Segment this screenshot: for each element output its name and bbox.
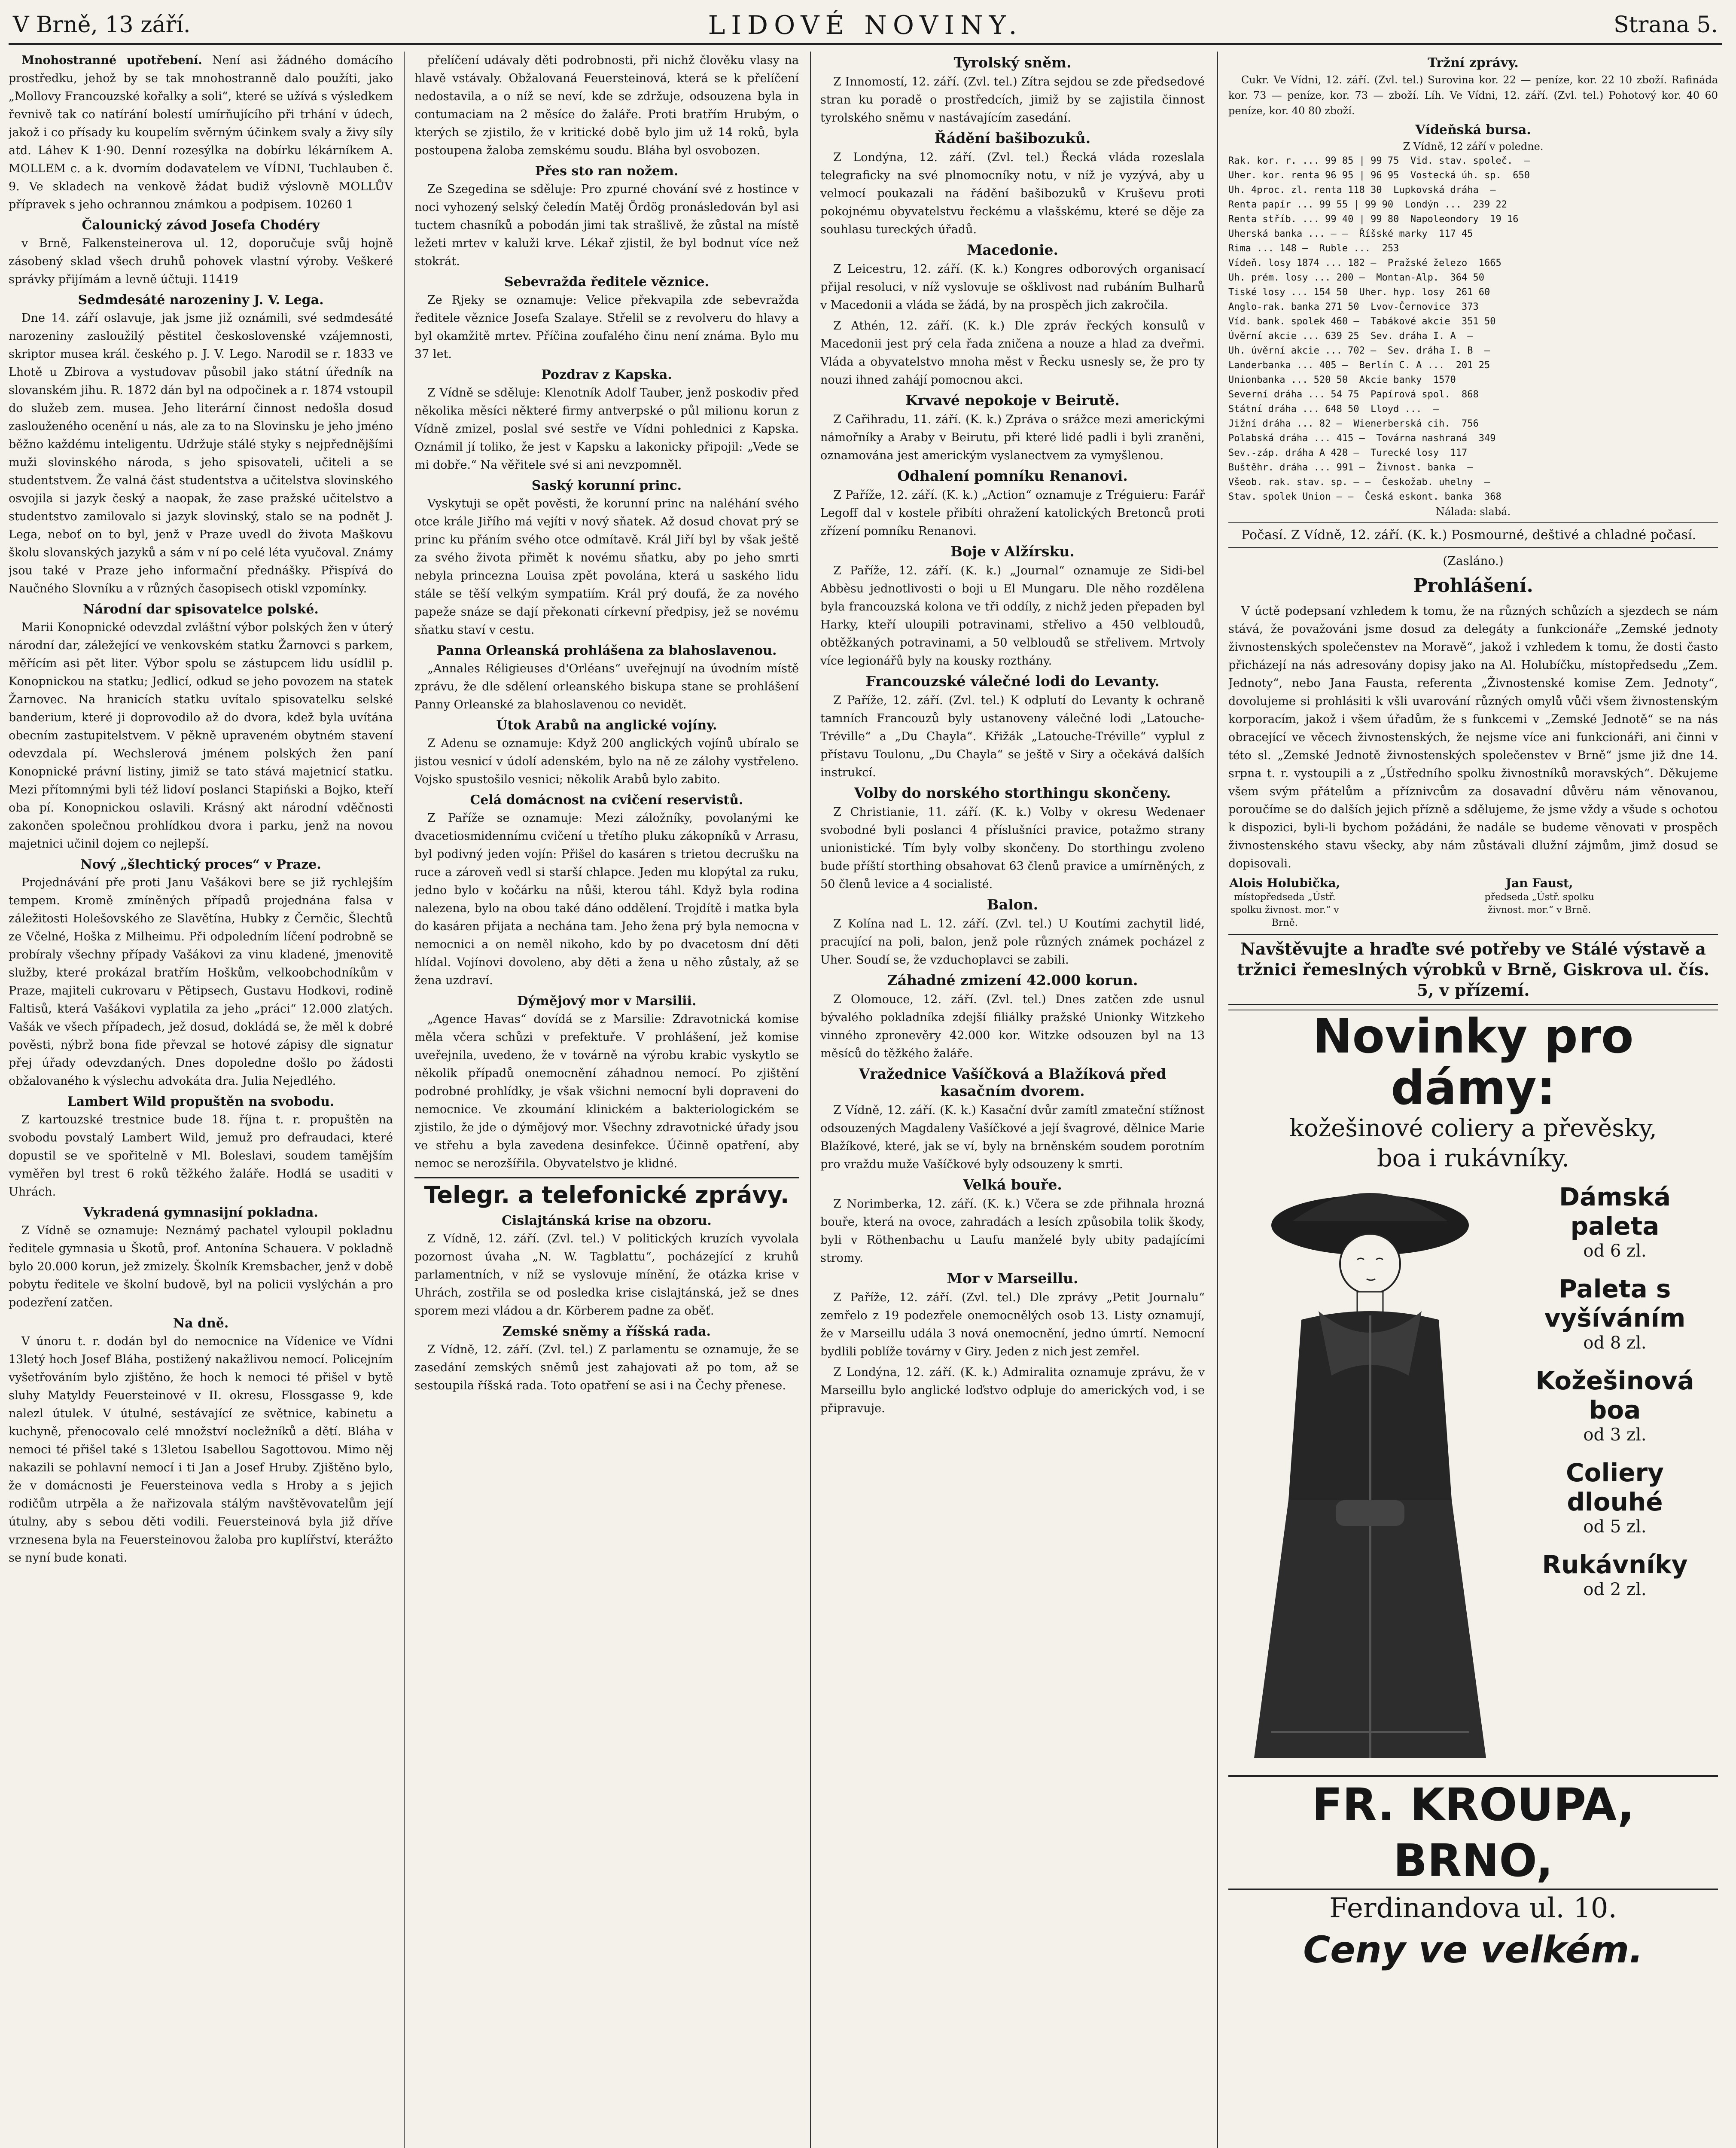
- exchange-row: Stav. spolek Union — — Česká eskont. banka 368: [1228, 491, 1501, 502]
- exchange-row: Úvěrní akcie ... 639 25 Sev. dráha I. A —: [1228, 331, 1473, 342]
- ad-item-name: Coliery dlouhé: [1566, 1458, 1664, 1516]
- exchange-subtitle: Z Vídně, 12 září v poledne.: [1403, 140, 1544, 153]
- column-1: [9, 52, 393, 2148]
- article-title: Sedmdesáté narozeniny J. V. Lega.: [78, 293, 324, 308]
- article-title: Odhalení pomníku Renanovi.: [897, 467, 1128, 484]
- exchange-row: Uh. úvěrní akcie ... 702 — Sev. dráha I. B —: [1228, 345, 1490, 356]
- signer-role: předseda „Ústř. spolku živnost. mor.“ v Brně.: [1484, 892, 1594, 915]
- article-text: Dne 14. září oslavuje, jak jsme již oznámili, své sedmdesáté narozeniny zasloužilý pěstitel československé vzájemnosti, skriptor musea král. českého p. J. V. Lego. Narodil se r. 1833 ve Lhotě u Zbirova a vystudovav působil jako státní úředník na slovanském jihu. R. 1872 dán byl na odpočinek a r. 1874 vstoupil do služeb zem. musea. Jeho literární činnost nedošla dosud zaslouženého ocenění u nás, ale za to na Slovinsku je jeho jméno běžno každému inteligentu. Udržuje stálé styky s nejpřednějšími muži slovinského národa, s jeho spisovateli, učiteli a se studentstvem. Že valná část studentstva a učitelstva slovinského osvojila si jazyk český a naopak, že zase pražské učitelstvo a studentstvo zamilovalo si jazyk slovinský, stalo se na podnět J. Lega, neboť on to byl, jenž v Praze uvedl do života Maškovu školu slovanských jazyků a sám v ní po celé léta vyučoval. Známy jsou také v Praze jeho informační přednášky. Přispívá do Naučného Slovníku a v různých časopisech otiskl vzpomínky.: [9, 311, 393, 595]
- exchange-row: Rak. kor. r. ... 99 85 | 99 75 Vid. stav. společ. —: [1228, 156, 1530, 166]
- exchange-row: Anglo-rak. banka 271 50 Lvov-Černovice 373: [1228, 302, 1479, 312]
- ad-item-price: od 2 zl.: [1583, 1580, 1647, 1599]
- article-text: „Annales Réligieuses d'Orléans“ uveřejnují na úvodním místě zprávu, že dle sdělení orleanského biskupa stane se prohlášení Panny Orleanské za blahoslavenou co nevidět.: [414, 662, 799, 711]
- exchange-row: Uh. 4proc. zl. renta 118 30 Lupkovská dráha —: [1228, 185, 1496, 195]
- weather-report: Počasí. Z Vídně, 12. září. (K. k.) Posmourné, deštivé a chladné počasí.: [1228, 522, 1718, 548]
- article-title: Zemské sněmy a říšská rada.: [503, 1324, 711, 1339]
- article-title: Tyrolský sněm.: [953, 54, 1072, 71]
- ad-item-name: Dámská paleta: [1559, 1182, 1671, 1241]
- exchange-row: Jižní dráha ... 82 — Wienerberská cih. 756: [1228, 418, 1479, 429]
- article-title: Velká bouře.: [963, 1176, 1062, 1193]
- place-date: V Brně, 13 září.: [13, 12, 191, 38]
- article-text: Vyskytuji se opět pověsti, že korunní princ na naléhání svého otce krále Jiřího má vejíti v nový sňatek. Až dosud chovat prý se princ ku přáním svého otce odmítavě. Král Jiří byl by však ještě za svého života přimět k novému sňatku, aby po jeho smrti nebyla princezna Louisa zpět povolána, která u saského lidu stále se těší velkým sympatiím. Král prý doufá, že za nového papeže snáze se dají překonati církevní předpisy, jež se novému sňatku staví v cestu.: [414, 497, 799, 637]
- article-text: Není asi žádného domácího prostředku, jehož by se tak mnohostranně dalo použíti, jako „Mollovy Francouzské kořalky a soli“, které se užívá s výsledkem řevnivě tak co natírání bolestí umírňujícího při trhání v údech, jakož i co přísady ku koupelím svěrným účinkem svaly a živy síly atd. Láhev K 1·90. Denní rozesýlka na dobírku lékárníkem A. MOLLEM c. a k. dvorním dodavatelem ve VÍDNI, Tuchlauben č. 9. Ve skladech na venkově žádat budiž výslovně MOLLŮV přípravek s jeho ochrannou známkou a podpisem. 10260 1: [9, 54, 393, 211]
- article-text: Z Paříže, 12. září. (K. k.) „Action“ oznamuje z Tréguieru: Farář Legoff dal v kostele přibíti ohražení katolických Bretonců proti zřízení pomníku Renanovi.: [820, 488, 1205, 538]
- ad-subtitle: kožešinové coliery a převěsky,: [1289, 1114, 1657, 1142]
- article-title: Panna Orleanská prohlášena za blahoslavenou.: [436, 643, 777, 658]
- article-title: Francouzské válečné lodi do Levanty.: [865, 673, 1160, 690]
- ad-slogan: Ceny ve velkém.: [1303, 1928, 1643, 1971]
- signer-name: Alois Holubička,: [1229, 876, 1340, 890]
- article-text: Z Norimberka, 12. září. (K. k.) Včera se zde přihnala hrozná bouře, která na ovoce, zahradách a lesích způsobila tolik škody, byli v Röthenbachu u Laufu manželé byly ubity padajícími stromy.: [820, 1197, 1205, 1265]
- article-title: Lambert Wild propuštěn na svobodu.: [67, 1094, 335, 1109]
- article-title: Dýmějový mor v Marsilii.: [517, 994, 697, 1009]
- article-title: Sebevražda ředitele věznice.: [504, 275, 710, 290]
- exchange-row: Vídeň. losy 1874 ... 182 — Pražské železo 1665: [1228, 258, 1501, 268]
- article-text: Z Kolína nad L. 12. září. (Zvl. tel.) U Koutími zachytil lidé, pracující na poli, balon, jenž pole různých známek pocházel z Uher. Soudí se, že vzduchoplavci se zabili.: [820, 917, 1205, 967]
- page-number: Strana 5.: [1613, 12, 1718, 38]
- declaration-text: V úctě podepsaní vzhledem k tomu, že na různých schůzích a sjezdech se nám stává, že považováni jsme dosud za delegáty a funkcionáře „Zemské jednoty živnostenských společenstev na Moravě“, jakož i vzhledem k tomu, že dosti často přicházejí na nás adresovány dopisy jako na Al. Holubíčku, místopředsedu „Zem. Jednoty“, nebo Jana Fausta, referenta „Živnostenské komise Zem. Jednoty“, dovolujeme si prohlásiti k všli uvarování různých omylů vůči všem živnostenským korporacím, jakož i všem úřadům, že s funkcemi v „Zemské Jednotě“ se na nás obracející ve věcech živnostenských, že nejsme více ani funkcionáři, ani činni v této sl. „Zemské Jednotě živnostenských společenstev v Brně“ jsme již dne 14. srpna t. r. vystoupili a z „Ústředního spolku živnostníků moravských“. Děkujeme všem svým přátelům a příznivcům za dosavadní důvěru nám věnovanou, poroučíme se do dalších jejich přízně a sdělujeme, že jsme vždy a všude s ochotou k dispozici, byli-li bychom požádáni, že nadále se budeme věnovati v prospěch živnostenského stavu všecky, aby nám zůstávali dlužní zájmům, jimž dosud se dopisovali.: [1228, 604, 1718, 870]
- ad-address: Ferdinandova ul. 10.: [1329, 1892, 1617, 1924]
- ad-item-name: Kožešinová boa: [1535, 1366, 1694, 1425]
- article-text: Z Adenu se oznamuje: Když 200 anglických vojínů ubíralo se jistou vesnicí v údolí adenském, bylo na ně ze zálohy vystřeleno. Vojsko spustošilo vesnici; několik Arabů bylo zabito.: [414, 737, 799, 786]
- exchange-row: Rima ... 148 — Ruble ... 253: [1228, 243, 1399, 254]
- advertisement: [1228, 1010, 1718, 1974]
- article-text: Z Vídně se sděluje: Klenotník Adolf Tauber, jenž poskodiv před několika měsíci některé firmy antverpské o půl milionu korun z Vídně zmizel, poslal své sestře ve Vídni pohlednici z Kapska. Oznámil jí toliko, že jest v Kapsku a lakonicky připojil: „Vede se mi dobře.“ Na věřitele své si ani nevzpomněl.: [414, 386, 799, 472]
- ad-title: Novinky pro dámy:: [1313, 1009, 1634, 1115]
- article-text: Z Paříže, 12. září. (K. k.) „Journal“ oznamuje ze Sidi-bel Abbèsu jednotlivosti o boji u El Mungaru. Dle něho rozdělena byla francouzská kolona ve tři oddíly, z nichž jeden přepaden byl Harky, kteří uloupili potravinami, střelivo a 450 velbloudů, obtěžkaných potravinami, a 50 velbloudů se střelivem. Mrtvoly více legionářů byly na kousky rozthány.: [820, 564, 1205, 668]
- article-title: Pozdrav z Kapska.: [541, 367, 672, 382]
- article-title: Řádění bašibozuků.: [934, 130, 1091, 146]
- exchange-row: Polabská dráha ... 415 — Továrna nashraná 349: [1228, 433, 1496, 444]
- exchange-row: Státní dráha ... 648 50 Lloyd ... —: [1228, 404, 1439, 415]
- article-text: Cukr. Ve Vídni, 12. září. (Zvl. tel.) Surovina kor. 22 — peníze, kor. 22 10 zboží. Rafináda kor. 73 — peníze, kor. 73 — zboží. Líh. Ve Vídni, 12. září. (Zvl. tel.) Pohotový kor. 40 60 peníze, kor. 40 80 zboží.: [1228, 74, 1718, 117]
- article-text: Marii Konopnické odevzdal zvláštní výbor polských žen v úterý národní dar, záležející ve venkovském statku Žarnovci s parkem, měřícím asi pět liter. Výbor spolu se zástupcem lidu usídlil p. Konopnickou na statku; Jedlicí, odkud se jeho povozem na statek Žarnovec. Na hranicích statku uvítalo spisovatelku selské banderium, které ji doprovodilo až do dvora, kdež byla uvítána obecním zastupitelstvem. V pěkně upraveném obytném stavení odevzdala pí. Wechslerová jménem polských žen paní Konopnické právní listiny, jimiž se tato stává majetnicí statku. Mezi přítomnými byli též lidoví poslanci Stapiński a Bojko, kteří oba pí. Konopnickou oslavili. Krásný akt národní vděčnosti zakončen společnou prohlídkou dvora i parku, jenž na novou majetnici učinil dojem co nejlepší.: [9, 621, 393, 851]
- column-rule: [810, 52, 811, 2148]
- article-text: Z Paříže, 12. září. (Zvl. tel.) K odplutí do Levanty k ochraně tamních Francouzů byly ustanoveny válečné lodi „Latouche-Tréville“ a „Du Chayla“. Křižák „Latouche-Tréville“ vyplul z přístavu Toulonu, „Du Chayla“ se ještě v Siry a očekává dalších instrukcí.: [820, 694, 1205, 779]
- ad-items: [1520, 1182, 1709, 1613]
- newspaper-title: LIDOVÉ NOVINY.: [708, 10, 1023, 40]
- article-text: Z Vídně, 12. září. (Zvl. tel.) Z parlamentu se oznamuje, že se zasedání zemských sněmů jest zahajovati až po tom, až se sestoupila říšská rada. Toto opatření se asi i na Čechy přenese.: [414, 1343, 799, 1392]
- article-text: v Brně, Falkensteinerova ul. 12, doporučuje svůj hojně zásobený sklad všech druhů pohovek vlastní výroby. Veškeré správky přijímám a levně účtuji. 11419: [9, 237, 393, 286]
- article-title: Celá domácnost na cvičení reservistů.: [470, 793, 743, 808]
- article-text: Z Olomouce, 12. září. (Zvl. tel.) Dnes zatčen zde usnul bývalého pokladníka zdejší filiálky pražské Unionky Witzkeho vinného zpronevěry 42.000 kor. Witzke odsouzen byl na 13 měsíců do těžkého žaláře.: [820, 993, 1205, 1060]
- exchange-row: Víd. bank. spolek 460 — Tabákové akcie 351 50: [1228, 316, 1496, 327]
- ad-item-price: od 3 zl.: [1583, 1425, 1647, 1445]
- ad-subtitle: boa i rukávníky.: [1377, 1144, 1570, 1172]
- article-title: Saský korunní princ.: [531, 478, 682, 493]
- lady-illustration: [1228, 1174, 1512, 1767]
- article-title: Balon.: [987, 896, 1039, 913]
- column-3: [820, 52, 1205, 2148]
- signer-role: místopředseda „Ústř. spolku živnost. mor.“ v Brně.: [1230, 892, 1339, 928]
- article-text: Z Paříže se oznamuje: Mezi záložníky, povolanými ke dvacetiosmidennímu cvičení u třetího pluku zákopníků v Arrasu, byl podivný jeden vojín: Přišel do kasáren s trietou decrušku na ruce a zároveň vedl si starší chlapce. Jeden mu klopýtal za ruku, jedno bylo v kočárku na nůši, kterou táhl. Když byla rodina nalezena, bylo na obou také dáno oddělení. Trojdítě i matka byla do kasáren přijata a nechána tam. Jeho žena prý byla nemocna v nemocnici a on neměl nikoho, kdo by po dvacetosm dní děti hlídal. Vojínovi dovoleno, aby děti a žena u něho zůstaly, až se žena uzdraví.: [414, 812, 799, 987]
- exchange-title: Vídeňská bursa.: [1415, 122, 1531, 137]
- exchange-row: Renta stříb. ... 99 40 | 99 80 Napoleondory 19 16: [1228, 214, 1519, 225]
- article-title: Útok Arabů na anglické vojíny.: [496, 718, 717, 733]
- article-title: Mnohostranné upotřebení.: [21, 54, 202, 67]
- exchange-row: Severní dráha ... 54 75 Papírová spol. 868: [1228, 389, 1479, 400]
- article-title: Macedonie.: [966, 241, 1059, 258]
- article-text: Z Paříže, 12. září. (Zvl. tel.) Dle zprávy „Petit Journalu“ zemřelo z 19 podezřele onemocnělých osob 13. Listy oznamují, že v Marseillu udála 3 nová onemocnění, jedno úmrtí. Nemocní bydlili poblíže továrny v Giry. Jeden z nich jest zemřel.: [820, 1291, 1205, 1358]
- ad-item-name: Paleta s vyšíváním: [1544, 1274, 1686, 1333]
- article-text: Z Cařihradu, 11. září. (K. k.) Zpráva o srážce mezi americkými námořníky a Araby v Beirutu, při které lidé padli i byli zraněni, oznamována jest americkým vyslanectvem za vymyšlenou.: [820, 413, 1205, 462]
- exchange-row: Renta papír ... 99 55 | 99 90 Londýn ... 239 22: [1228, 199, 1508, 210]
- article-text: Z Leicestru, 12. září. (K. k.) Kongres odborových organisací přijal resoluci, v níž vyslovuje se ošklivost nad rubáním Bulharů v Macedonii a vláda se žádá, by na prospěch jich zakročila.: [820, 262, 1205, 312]
- article-text: Z Athén, 12. září. (K. k.) Dle zpráv řeckých konsulů v Macedonii jest prý cela řada zničena a nouze a hlad za dveřmi. Vláda a obyvatelstvo mnoha měst v Řecku usnesly se, že pro ty nouzi ihned zahájí pomocnou akci.: [820, 319, 1205, 387]
- article-text: Z Innomostí, 12. září. (Zvl. tel.) Zítra sejdou se zde předsedové stran ku poradě o prostředcích, jimiž by se zajistila činnost tyrolského sněmu v nastávajícím zasedání.: [820, 75, 1205, 125]
- declaration-title: Prohlášení.: [1413, 575, 1533, 597]
- exchange-row: Tiské losy ... 154 50 Uher. hyp. losy 261 60: [1228, 287, 1490, 298]
- ad-body: [1228, 1174, 1718, 1767]
- article-text: Z Vídně, 12. září. (K. k.) Kasační dvůr zamítl zmateční stížnost odsouzených Magdaleny Vašíčkové a její švagrové, dělnice Marie Blažíkové, které, jak se ví, byly na brněnském soudem porotním pro vraždu muže Vašíčkové byly odsouzeny k smrti.: [820, 1104, 1205, 1171]
- article-text: Ze Rjeky se oznamuje: Velice překvapila zde sebevražda ředitele věznice Josefa Szalaye. Střelil se z revolveru do hlavy a byl okamžitě mrtev. Příčina zoufalého činu není známa. Bylo mu 37 let.: [414, 293, 799, 361]
- article-title: Boje v Alžírsku.: [950, 543, 1075, 560]
- article-title: Na dně.: [173, 1316, 229, 1331]
- article-text: V únoru t. r. dodán byl do nemocnice na Vídenice ve Vídni 13letý hoch Josef Bláha, postižený nakažlivou nemocí. Policejním vyšetřováním bylo zjištěno, že hoch k nemoci té přišel v bytě sluhy Matyldy Feuersteinové v II. okresu, Flossgasse 9, kde nalezl útulek. V útulné, sestávající ze světnice, kabinetu a kuchyně, přenocovalo celé množství nocležníků a dětí. Bláha v nemoci té přišel také s 13letou Isabellou Sagottovou. Mimo něj nakazili se pohlavní nemocí i ti Jan a Josef Hruby. Zjištěno bylo, že v domácnosti je Feuersteinova vedla s Hroby a s jejich rodičům utrpěla a že nařizovala stálým navštěvovatelům její útulny, aby s sebou děti vodili. Feuersteinová byla již dříve vrznesena byla na Feuersteinovou žaloba pro kuplířství, kterážto se nyní bude konati.: [9, 1335, 393, 1565]
- article-title: Přes sto ran nožem.: [535, 164, 679, 179]
- signature-block: [1228, 876, 1463, 930]
- exchange-row: Uherská banka ... — — Říšské marky 117 45: [1228, 229, 1473, 239]
- masthead: [9, 4, 1722, 45]
- article-title: Záhadné zmizení 42.000 korun.: [887, 972, 1138, 989]
- article-text: „Agence Havas“ dovídá se z Marsilie: Zdravotnická komise měla včera schůzi v prefektuře. V prohlášení, jež komise uveřejnila, uvedeno, že v továrně na výrobu krabic vyskytlo se několik případů onemocnění záhadnou nemocí. Po zjištění podrobné prohlídky, je však všichni nemocní byli dopraveni do nemocnice. Ve zkoumání klinickém a bakteriologickém se zjistilo, že jde o dýmějový mor. Všechny zdravotnické úřady jsou ve střehu a byla zavedena desinfekce. Účinně opatření, aby nemoc se nerozšířila. Obyvatelstvo je klidné.: [414, 1013, 799, 1170]
- column-rule: [1217, 52, 1218, 2148]
- column-rule: [404, 52, 405, 2148]
- ad-item-price: od 8 zl.: [1583, 1333, 1647, 1353]
- article-text: Z Vídně, 12. září. (Zvl. tel.) V politických kruzích vyvolala pozornost úvaha „N. W. Tagblattu“, pocházející z kruhů parlamentních, v níž se vyslovuje mínění, že otázka krise v Uhrách, zostřila se od posledka krise cislajtánská, jež se dnes sporem mezi vládou a dr. Körberem padne za oběť.: [414, 1232, 799, 1318]
- article-title: Tržní zprávy.: [1428, 55, 1519, 70]
- article-title: Krvavé nepokoje v Beirutě.: [905, 392, 1120, 409]
- article-title: Vykradená gymnasijní pokladna.: [83, 1205, 318, 1220]
- exchange-row: Buštěhr. dráha ... 991 — Živnost. banka —: [1228, 462, 1473, 473]
- article-title: Volby do norského storthingu skončeny.: [854, 784, 1171, 801]
- article-text: Z Londýna, 12. září. (Zvl. tel.) Řecká vláda rozeslala telegraficky na své plnomocníky notu, v níž je vyzývá, aby u velmocí poukazali na řádění bašibozuků v Kruševu proti pokojnému obyvatelstvu řeckému a vlašskému, které se děje za souhlasu tureckých úřadů.: [820, 151, 1205, 236]
- ad-item-name: Rukávníky: [1542, 1550, 1688, 1579]
- telegram-section-title: Telegr. a telefonické zprávy.: [414, 1177, 799, 1209]
- article-text: Z Vídně se oznamuje: Neznámý pachatel vyloupil pokladnu ředitele gymnasia u Škotů, prof. Antonína Schauera. V pokladně bylo 20.000 korun, jež zmizely. Školník Kremsbacher, jenž v době pobytu ředitele ve školní budově, byl na policii vyslýchán a pro podezření zatčen.: [9, 1224, 393, 1309]
- ad-firm-name: FR. KROUPA, BRNO,: [1228, 1775, 1718, 1890]
- exhibition-promo: Navštěvujte a hraďte své potřeby ve Stálé výstavě a tržnici řemeslných výrobků v Brně, Giskrova ul. čís. 5, v přízemí.: [1228, 934, 1718, 1005]
- exchange-row: Unionbanka ... 520 50 Akcie banky 1570: [1228, 375, 1456, 385]
- article-title: Čalounický závod Josefa Chodéry: [82, 218, 320, 233]
- article-title: Národní dar spisovatelce polské.: [83, 602, 319, 617]
- exchange-row: Landerbanka ... 405 — Berlín C. A ... 201 25: [1228, 360, 1490, 371]
- exchange-row: Uher. kor. renta 96 95 | 96 95 Vostecká úh. sp. 650: [1228, 170, 1530, 181]
- zaslano-label: (Zasláno.): [1443, 554, 1504, 568]
- column-4: [1228, 52, 1718, 2148]
- article-text: Ze Szegedina se sděluje: Pro zpurné chování své z hostince v noci vyhozený selský čeledín Matěj Ördög pronásledován byl asi tuctem chasníků a pobodán jimi tak strašlivě, že zůstal na místě ležeti mrtev v kaluži krve. Lékař zjistil, že byl bodnut více než stokrát.: [414, 183, 799, 268]
- ad-item-price: od 5 zl.: [1583, 1517, 1647, 1537]
- exchange-row: Všeob. rak. stav. sp. — — Českožab. uhelny —: [1228, 477, 1490, 488]
- article-title: Mor v Marseillu.: [947, 1270, 1078, 1287]
- article-title: Cislajtánská krise na obzoru.: [502, 1213, 712, 1228]
- ad-item-price: od 6 zl.: [1583, 1241, 1647, 1261]
- article-title: Nový „šlechtický proces“ v Praze.: [80, 857, 321, 872]
- article-text: Z Londýna, 12. září. (K. k.) Admiralita oznamuje zprávu, že v Marseillu bylo anglické loďstvo odpluje do amerických vod, i se připravuje.: [820, 1366, 1205, 1415]
- exchange-row: Uh. prém. losy ... 200 — Montan-Alp. 364 50: [1228, 272, 1485, 283]
- newspaper-page: [9, 4, 1722, 2148]
- exchange-list: [1228, 154, 1718, 504]
- article-text: Z kartouzské trestnice bude 18. října t. r. propuštěn na svobodu povstalý Lambert Wild, jemuž pro defraudaci, které dopustil se ve spořitelně v Ml. Boleslavi, soudem tamějším vyměřen byl trest 6 roků těžkého žaláře. Hodlá se usaditi v Uhrách.: [9, 1113, 393, 1199]
- exchange-row: Sev.-záp. dráha A 428 — Turecké losy 117: [1228, 448, 1468, 458]
- signature-block: [1483, 876, 1718, 930]
- article-text: Z Christianie, 11. září. (K. k.) Volby v okresu Wedenaer svobodné byli poslanci 4 příslušníci pravice, potažmo strany unionistické. Tím byly volby skončeny. Do storthingu zvoleno bude příští storthing obsahovat 63 členů pravice a umírněných, z 50 členů levice a 4 socialisté.: [820, 806, 1205, 891]
- article-title: Vražednice Vašíčková a Blažíková před kasačním dvorem.: [859, 1065, 1166, 1099]
- column-2: [414, 52, 799, 2148]
- signer-name: Jan Faust,: [1505, 876, 1573, 890]
- signatures: [1228, 876, 1718, 930]
- article-text: přelíčení udávaly děti podrobnosti, při nichž člověku vlasy na hlavě vstávaly. Obžalovaná Feuersteinová, která se k přelíčení nedostavila, a o níž se neví, kde se zdržuje, odsouzena byla in contumaciam na 2 měsíce do žaláře. Proti bratřím Hrubým, o kterých se zjistilo, že v kritické době bylo jim už 14 roků, byla postoupena žaloba zemskému soudu. Bláha byl osvobozen.: [414, 54, 799, 157]
- exchange-mood: Nálada: slabá.: [1435, 506, 1511, 518]
- article-text: Projednávání pře proti Janu Vašákovi bere se již rychlejším tempem. Kromě zmíněných případů projednána falsa v záležitosti Holešovského ze Slavětína, Hubky z Černčic, Šlechtů ze Včelné, Hoška z Milheimu. Při odpoledním líčení podrobně se probíraly všechny případy Vašákovi za vinu kladené, jmenovitě služby, které prokázal bratřím Hoškům, velkoobchodníkům v Praze, majiteli cukrovaru v Pětipsech, Gustavu Hodkovi, rodině Faltisů, která Vašákovi vyplatila za jeho „práci“ 12.000 zlatých. Vašák ve všech případech, jež dosud, dokládá se, že měl k dobré pověsti, nýbrž bona fide převzal se hotové zápisy dle signatur přej úřady odevzdaných. Dnes dopoledne došlo po žádosti obžalovaného k výslechu advokáta dra. Julia Nejedlého.: [9, 876, 393, 1088]
